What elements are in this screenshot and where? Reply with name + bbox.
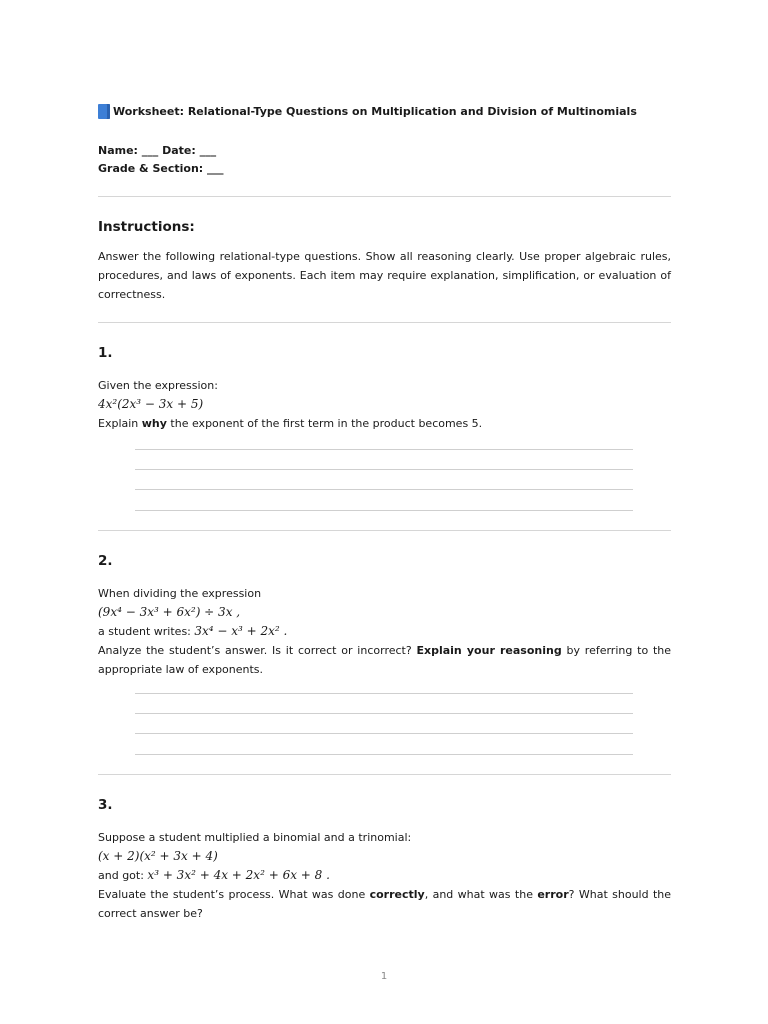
answer-line[interactable] [135, 754, 633, 755]
question-2-intro: When dividing the expression [98, 587, 262, 600]
answer-line[interactable] [135, 489, 633, 490]
question-3-body [98, 828, 671, 923]
question-2-expression: (9x⁴ − 3x³ + 6x²) ÷ 3x , [98, 605, 241, 619]
question-3-number: 3. [98, 797, 113, 813]
question-1-expression: 4x²(2x³ − 3x + 5) [98, 397, 204, 411]
question-3-expression: (x + 2)(x² + 3x + 4) [98, 849, 218, 863]
question-3-student-answer: and got: x³ + 3x² + 4x + 2x² + 6x + 8 . [98, 868, 330, 882]
name-date-field: Name: ___ Date: ___ [98, 144, 217, 157]
divider [98, 322, 671, 323]
answer-line[interactable] [135, 733, 633, 734]
question-3-prompt: Evaluate the student’s process. What was done correctly, and what was the error? What should the correct answer be? [98, 888, 672, 920]
worksheet-title-text: Worksheet: Relational-Type Questions on Multiplication and Division of Multinomials [113, 105, 637, 118]
question-1-prompt: Explain why the exponent of the first term in the product becomes 5. [98, 417, 483, 430]
question-3-intro: Suppose a student multiplied a binomial and a trinomial: [98, 831, 412, 844]
question-2-body [98, 584, 671, 679]
answer-line[interactable] [135, 469, 633, 470]
question-2-student-answer: a student writes: 3x⁴ − x³ + 2x² . [98, 624, 288, 638]
book-icon [98, 104, 110, 119]
worksheet-title [98, 104, 671, 120]
question-1-intro: Given the expression: [98, 379, 218, 392]
header-fields [98, 142, 224, 178]
question-1-body [98, 376, 671, 433]
answer-line[interactable] [135, 510, 633, 511]
answer-line[interactable] [135, 449, 633, 450]
question-1-number: 1. [98, 345, 113, 361]
question-2-number: 2. [98, 553, 113, 569]
divider [98, 196, 671, 197]
answer-line[interactable] [135, 693, 633, 694]
instructions-text: Answer the following relational-type questions. Show all reasoning clearly. Use proper algebraic rules, procedures, and laws of exponents. Each item may require explanation, simplification, or evaluation of correctness. [98, 250, 671, 301]
page-number: 1 [380, 971, 388, 982]
divider [98, 530, 671, 531]
grade-section-field: Grade & Section: ___ [98, 162, 224, 175]
divider [98, 774, 671, 775]
question-2-prompt: Analyze the student’s answer. Is it correct or incorrect? Explain your reasoning by referring to the appropriate law of exponents. [98, 644, 672, 676]
instructions-heading: Instructions: [98, 219, 195, 235]
answer-line[interactable] [135, 713, 633, 714]
